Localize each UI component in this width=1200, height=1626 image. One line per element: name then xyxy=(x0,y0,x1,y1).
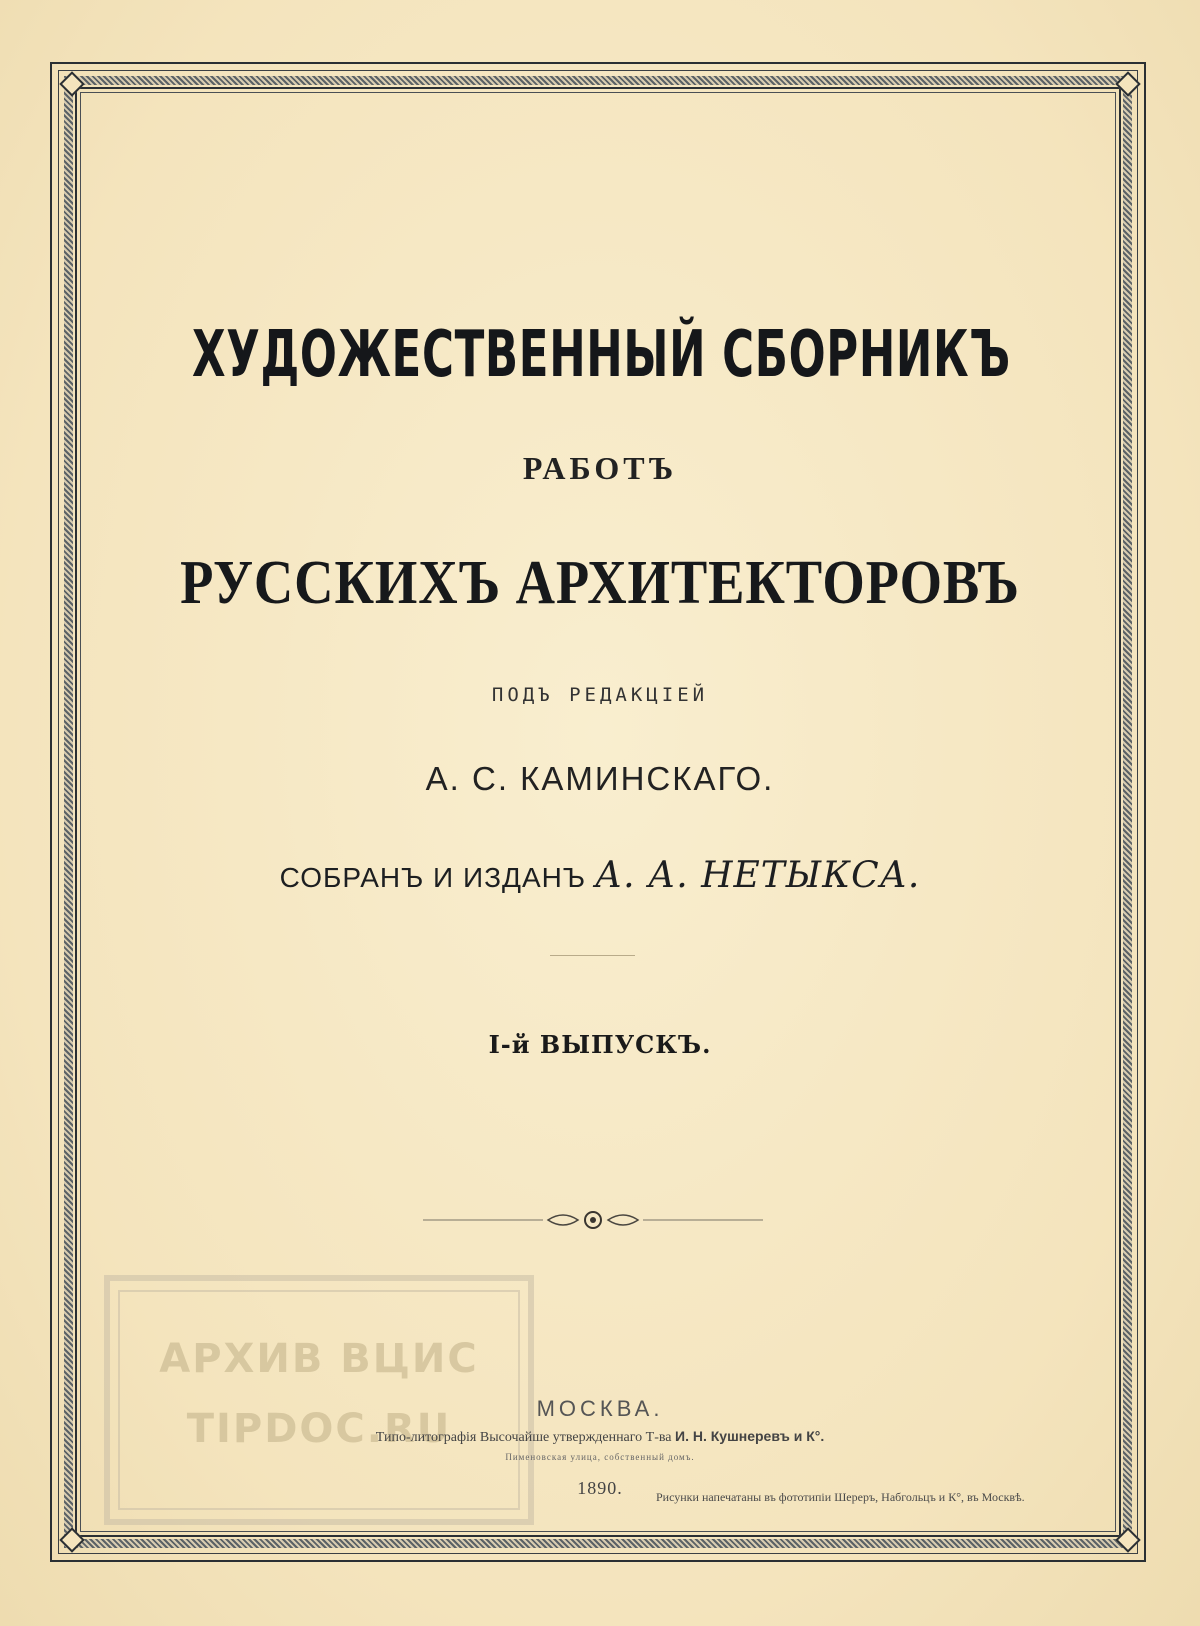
book-title: ХУДОЖЕСТВЕННЫЙ СБОРНИКЪ xyxy=(192,318,1011,392)
imprint-city: МОСКВА. xyxy=(536,1396,664,1421)
ornament-divider-icon xyxy=(423,1205,763,1235)
watermark-line-2: TIPDOC.RU xyxy=(186,1406,452,1452)
subtitle-architects: РУССКИХЪ АРХИТЕКТОРОВЪ xyxy=(180,549,1020,617)
collected-prefix: СОБРАНЪ И ИЗДАНЪ xyxy=(279,862,587,893)
watermark-line-1: АРХИВ ВЦИС xyxy=(159,1336,479,1382)
printer-prefix: Типо-литографія Высочайше утвержденнаго Т-ва xyxy=(375,1430,672,1445)
imprint-year: 1890. xyxy=(577,1478,623,1498)
illustration-credit: Рисунки напечатаны въ фототипіи Шереръ, Набгольцъ и К°, въ Москвѣ. xyxy=(656,1490,1025,1504)
collected-line xyxy=(0,855,1200,896)
edited-by-label: ПОДЪ РЕДАКЦІЕЙ xyxy=(491,684,709,706)
divider-rule xyxy=(550,955,635,956)
editor-name: А. С. КАМИНСКАГО. xyxy=(425,760,775,797)
issue-label: I-й ВЫПУСКЪ. xyxy=(488,1030,712,1059)
subtitle-works: РАБОТЪ xyxy=(522,450,678,486)
printer-name: И. Н. Кушнеревъ и К°. xyxy=(675,1428,825,1444)
publisher-name: А. А. НЕТЫКСА. xyxy=(594,855,921,896)
imprint-printer xyxy=(0,1428,1200,1446)
imprint-street: Пименовская улица, собственный домъ. xyxy=(505,1452,695,1462)
